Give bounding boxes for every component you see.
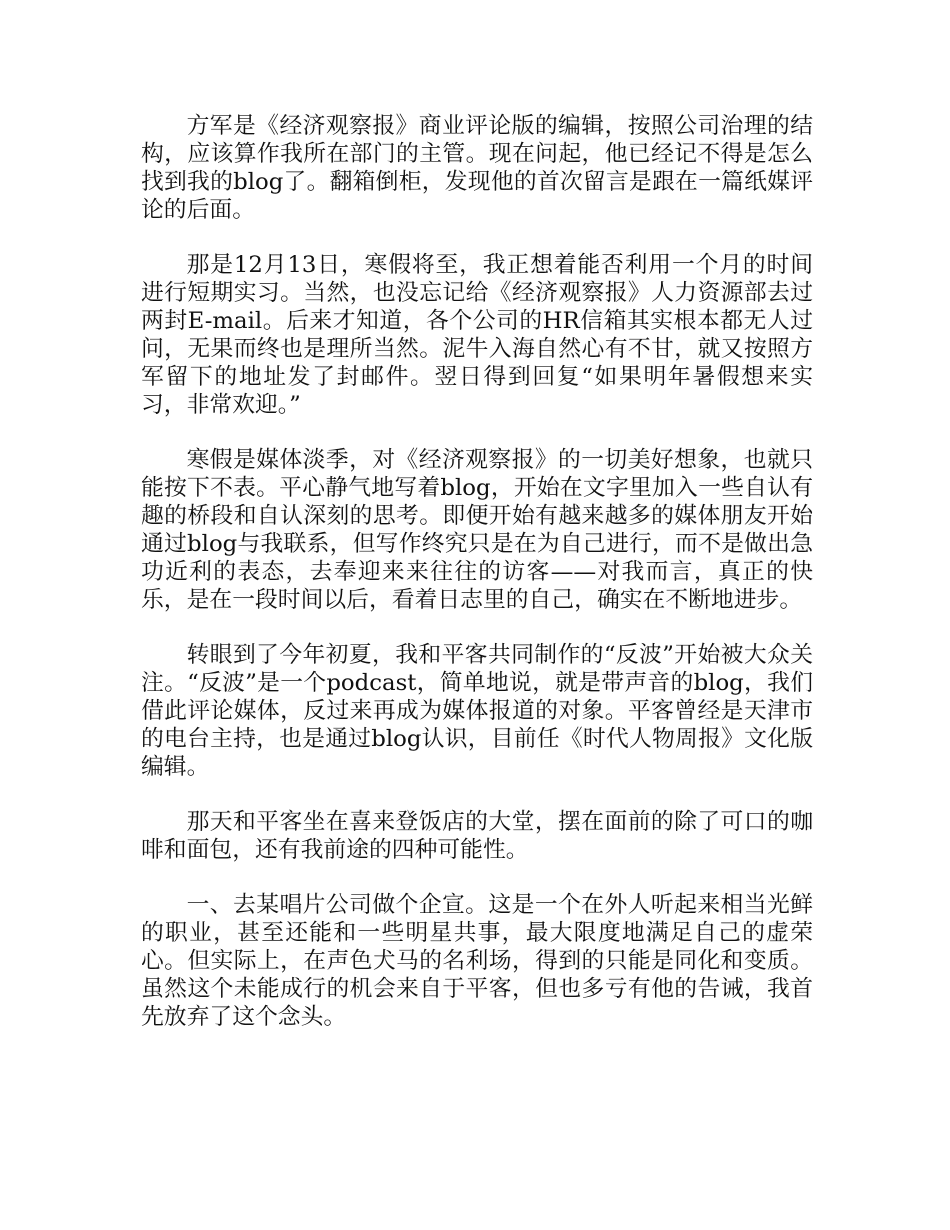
- document-body: [141, 112, 813, 1058]
- paragraph-4: 转眼到了今年初夏，我和平客共同制作的“反波”开始被大众关注。“反波”是一个podcast，简单地说，就是带声音的blog，我们借此评论媒体，反过来再成为媒体报道的对象。平客曾经是天津市的电台主持，也是通过blog认识，目前任《时代人物周报》文化版编辑。: [141, 642, 813, 780]
- paragraph-1: 方军是《经济观察报》商业评论版的编辑，按照公司治理的结构，应该算作我所在部门的主管。现在问起，他已经记不得是怎么找到我的blog了。翻箱倒柜，发现他的首次留言是跟在一篇纸媒评论的后面。: [141, 113, 813, 223]
- paragraph-5: 那天和平客坐在喜来登饭店的大堂，摆在面前的除了可口的咖啡和面包，还有我前途的四种可能性。: [141, 809, 813, 863]
- paragraph-3: 寒假是媒体淡季，对《经济观察报》的一切美好想象，也就只能按下不表。平心静气地写着blog，开始在文字里加入一些自认有趣的桥段和自认深刻的思考。即便开始有越来越多的媒体朋友开始通过blog与我联系，但写作终究只是在为自己进行，而不是做出急功近利的表态，去奉迎来来往往的访客——对我而言，真正的快乐，是在一段时间以后，看着日志里的自己，确实在不断地进步。: [141, 447, 813, 613]
- paragraph-2: 那是12月13日，寒假将至，我正想着能否利用一个月的时间进行短期实习。当然，也没忘记给《经济观察报》人力资源部去过两封E-mail。后来才知道，各个公司的HR信箱其实根本都无人过问，无果而终也是理所当然。泥牛入海自然心有不甘，就又按照方军留下的地址发了封邮件。翌日得到回复“如果明年暑假想来实习，非常欢迎。”: [141, 252, 813, 418]
- paragraph-6: 一、去某唱片公司做个企宣。这是一个在外人听起来相当光鲜的职业，甚至还能和一些明星共事，最大限度地满足自己的虚荣心。但实际上，在声色犬马的名利场，得到的只能是同化和变质。虽然这个未能成行的机会来自于平客，但也多亏有他的告诫，我首先放弃了这个念头。: [141, 892, 813, 1030]
